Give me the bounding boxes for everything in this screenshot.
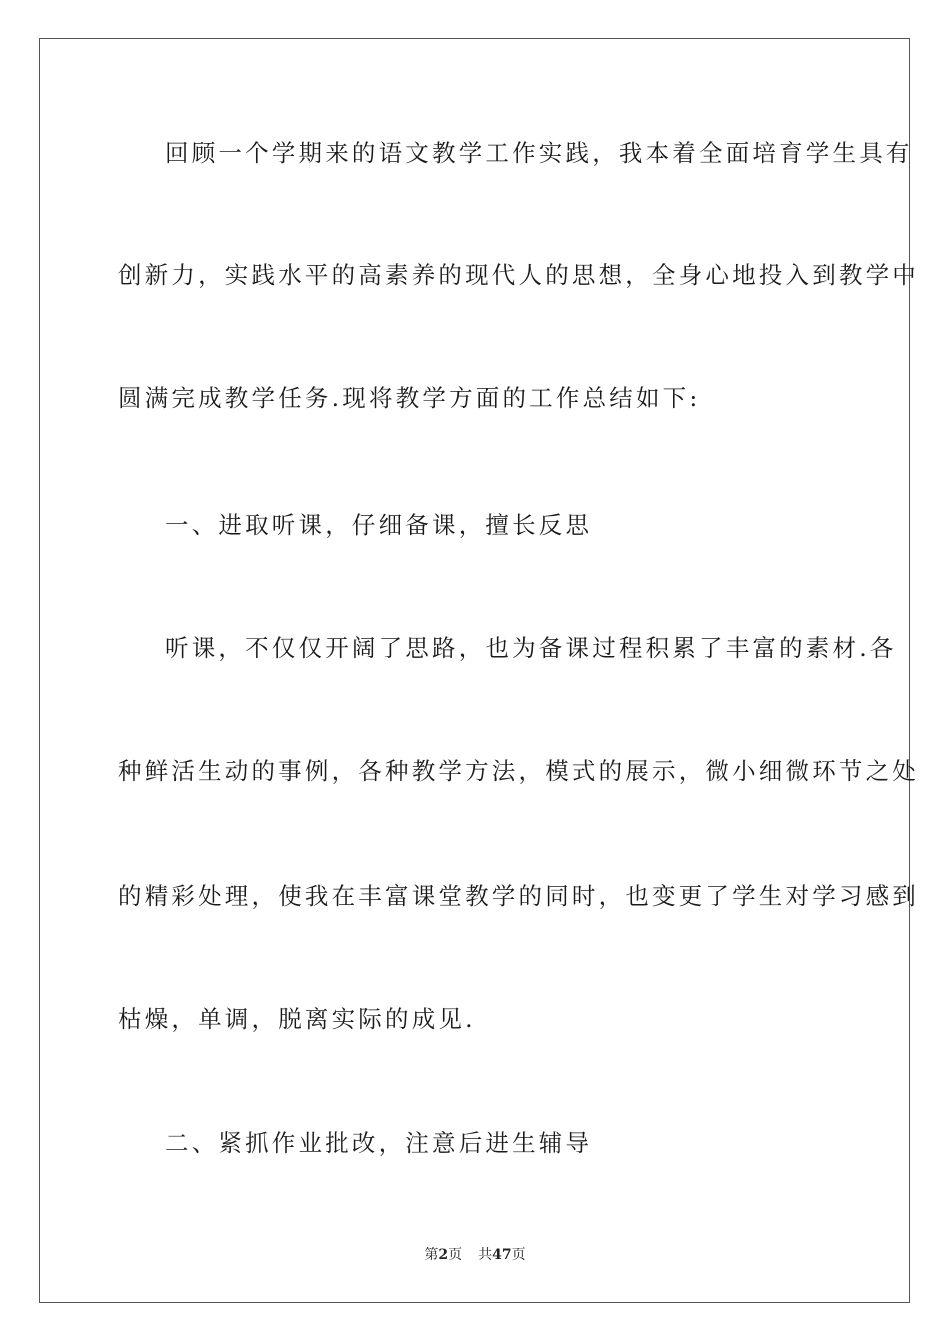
page-suffix: 页 <box>448 1247 463 1263</box>
paragraph-line: 枯燥，单调，脱离实际的成见. <box>118 1005 476 1033</box>
total-pages: 47 <box>492 1247 512 1263</box>
paragraph-line: 听课，不仅仅开阔了思路，也为备课过程积累了丰富的素材.各 <box>165 634 897 662</box>
page-footer <box>0 1246 950 1264</box>
section-heading: 二、紧抓作业批改，注意后进生辅导 <box>165 1129 593 1157</box>
paragraph-line: 回顾一个学期来的语文教学工作实践，我本着全面培育学生具有 <box>165 139 913 167</box>
total-prefix: 共 <box>478 1247 493 1263</box>
total-suffix: 页 <box>511 1247 526 1263</box>
page-number: 2 <box>438 1247 449 1263</box>
page-border <box>39 38 919 1303</box>
paragraph-line: 圆满完成教学任务.现将教学方面的工作总结如下: <box>118 384 701 412</box>
section-heading: 一、进取听课，仔细备课，擅长反思 <box>165 511 593 539</box>
paragraph-line: 种鲜活生动的事例，各种教学方法，模式的展示，微小细微环节之处 <box>118 757 919 785</box>
paragraph-line: 的精彩处理，使我在丰富课堂教学的同时，也变更了学生对学习感到 <box>118 882 919 910</box>
paragraph-line: 创新力，实践水平的高素养的现代人的思想，全身心地投入到教学中 <box>118 261 919 289</box>
page-prefix: 第 <box>424 1247 439 1263</box>
